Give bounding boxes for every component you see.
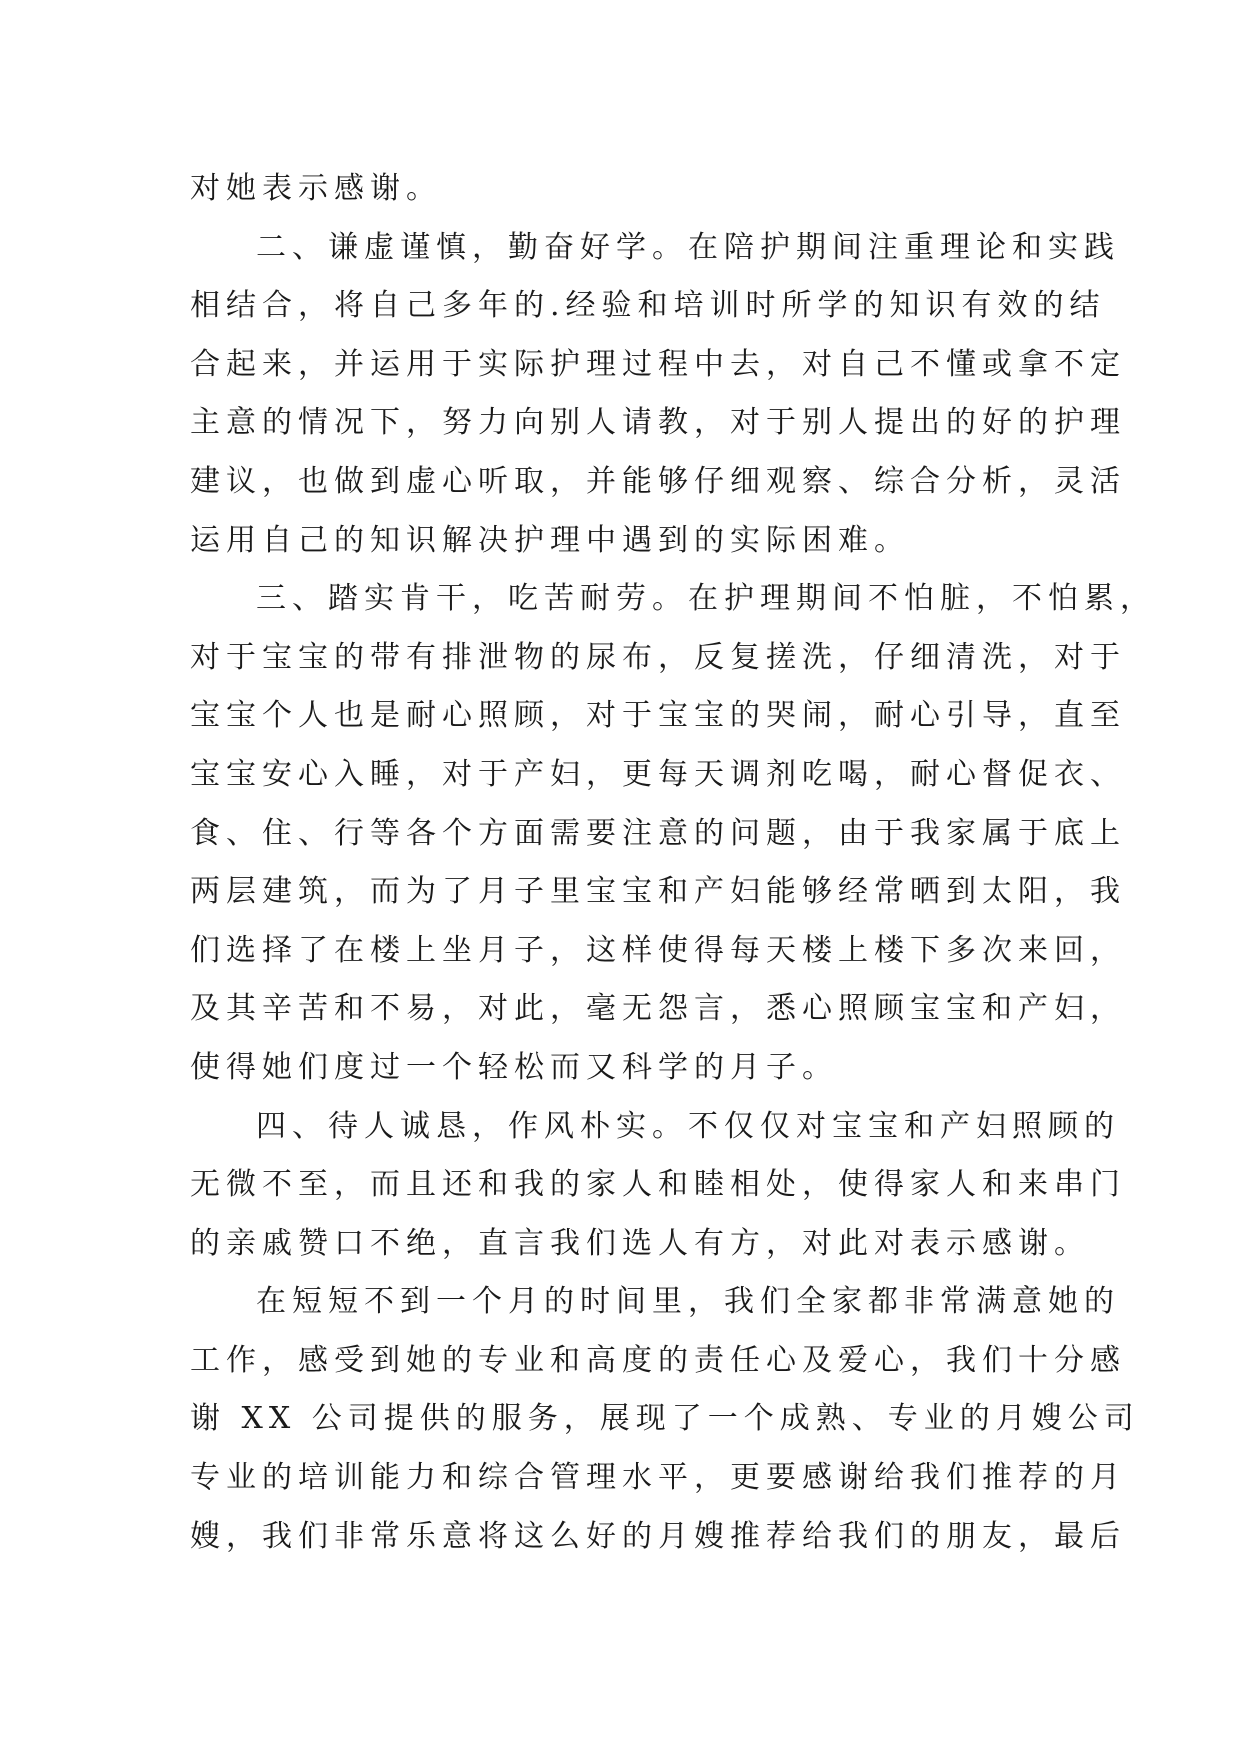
text-line: 无微不至，而且还和我的家人和睦相处，使得家人和来串门 [190,1167,1126,1203]
text-line: 合起来，并运用于实际护理过程中去，对自己不懂或拿不定 [190,346,1126,382]
text-line: 相结合，将自己多年的.经验和培训时所学的知识有效的结 [190,288,1106,324]
text-line: 谢 XX 公司提供的服务，展现了一个成熟、专业的月嫂公司 [190,1401,1140,1437]
paragraph-start-line: 三、踏实肯干，吃苦耐劳。在护理期间不怕脏，不怕累， [256,581,1156,617]
paragraph-start-line: 二、谦虚谨慎，勤奋好学。在陪护期间注重理论和实践 [256,229,1120,265]
text-line: 宝宝安心入睡，对于产妇，更每天调剂吃喝，耐心督促衣、 [190,756,1126,792]
text-line: 建议，也做到虚心听取，并能够仔细观察、综合分析，灵活 [190,463,1126,499]
text-line: 对于宝宝的带有排泄物的尿布，反复搓洗，仔细清洗，对于 [190,639,1126,675]
text-line: 及其辛苦和不易，对此，毫无怨言，悉心照顾宝宝和产妇， [190,991,1126,1027]
text-line: 宝宝个人也是耐心照顾，对于宝宝的哭闹，耐心引导，直至 [190,698,1126,734]
text-line: 对她表示感谢。 [190,171,442,206]
text-line: 的亲戚赞口不绝，直言我们选人有方，对此对表示感谢。 [190,1225,1090,1261]
text-line: 嫂，我们非常乐意将这么好的月嫂推荐给我们的朋友，最后 [190,1518,1126,1554]
text-line: 工作，感受到她的专业和高度的责任心及爱心，我们十分感 [190,1342,1126,1378]
body-text [190,160,1156,1566]
text-line: 食、住、行等各个方面需要注意的问题，由于我家属于底上 [190,815,1126,851]
text-line: 两层建筑，而为了月子里宝宝和产妇能够经常晒到太阳，我 [190,874,1126,910]
text-line: 主意的情况下，努力向别人请教，对于别人提出的好的护理 [190,405,1126,441]
text-line: 们选择了在楼上坐月子，这样使得每天楼上楼下多次来回， [190,932,1126,968]
text-line: 运用自己的知识解决护理中遇到的实际困难。 [190,522,910,558]
paragraph-start-line: 在短短不到一个月的时间里，我们全家都非常满意她的 [256,1284,1120,1320]
paragraph-start-line: 四、待人诚恳，作风朴实。不仅仅对宝宝和产妇照顾的 [256,1108,1120,1144]
text-line: 使得她们度过一个轻松而又科学的月子。 [190,1049,838,1085]
text-line: 专业的培训能力和综合管理水平，更要感谢给我们推荐的月 [190,1460,1126,1496]
